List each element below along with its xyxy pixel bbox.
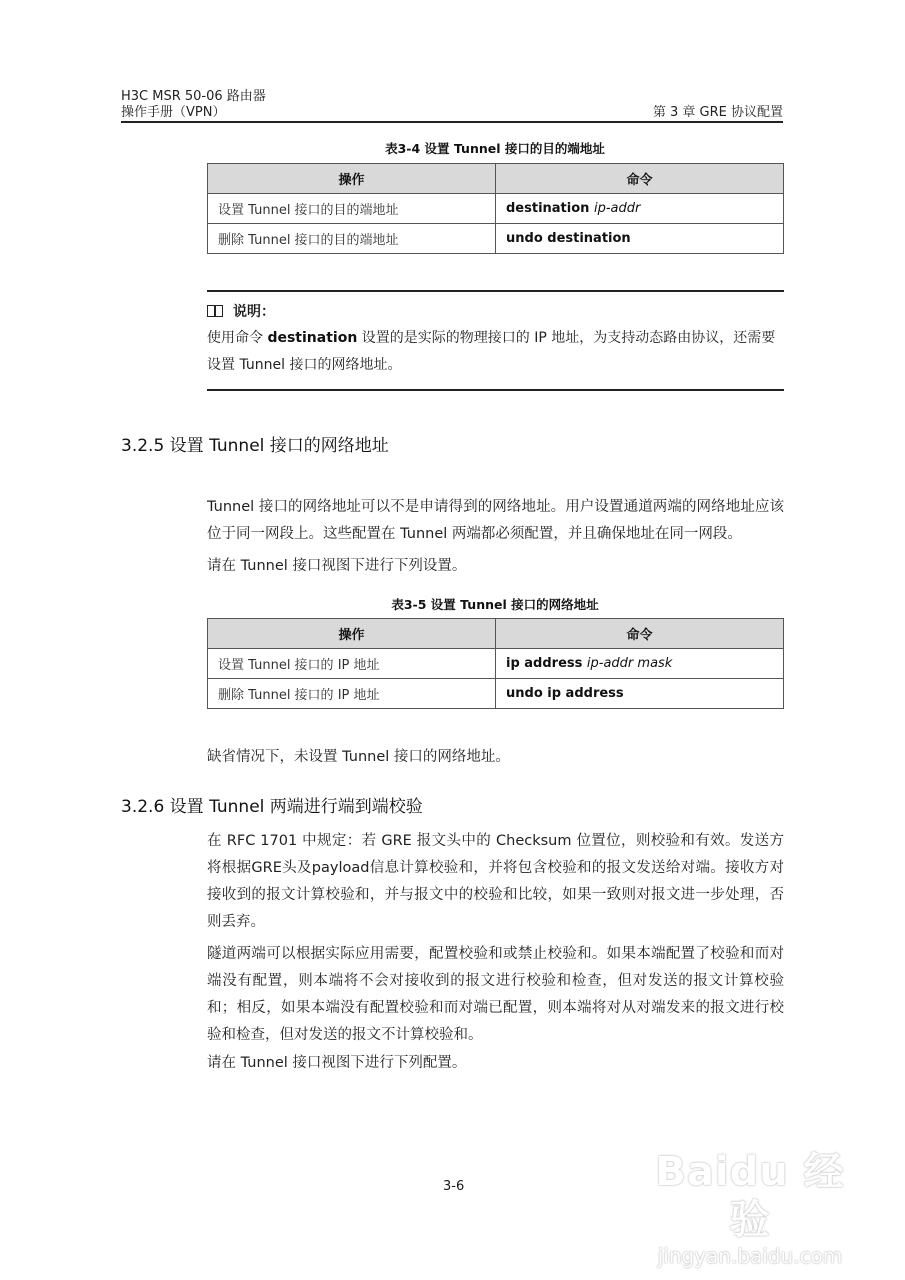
operation-cell: 设置 Tunnel 接口的目的端地址: [208, 194, 496, 224]
table-header-row: [208, 164, 784, 194]
header-rule: [121, 121, 783, 123]
note-body-prefix: 使用命令: [207, 330, 268, 346]
page-number: 3-6: [443, 1179, 465, 1194]
table-3-4-caption: 表3-4 设置 Tunnel 接口的目的端地址: [385, 141, 605, 156]
paragraph: 请在 Tunnel 接口视图下进行下列配置。: [207, 1055, 467, 1071]
note-bottom-rule: [207, 389, 784, 391]
note-title: [207, 301, 784, 321]
table-header-row: [208, 619, 784, 649]
watermark-url: jingyan.baidu.com: [657, 1244, 843, 1268]
operation-cell: 删除 Tunnel 接口的 IP 地址: [208, 679, 496, 709]
table-row: [208, 194, 784, 224]
default-note: 缺省情况下，未设置 Tunnel 接口的网络地址。: [207, 749, 510, 765]
note-body-command: destination: [267, 330, 358, 346]
table-3-5: [207, 618, 784, 709]
command-keyword: destination: [506, 201, 590, 216]
command-keyword: undo ip address: [506, 686, 624, 701]
operation-cell: 设置 Tunnel 接口的 IP 地址: [208, 649, 496, 679]
command-cell: [496, 224, 784, 254]
table-row: [208, 224, 784, 254]
command-cell: [496, 679, 784, 709]
command-cell: [496, 194, 784, 224]
header-chapter: 第 3 章 GRE 协议配置: [652, 105, 783, 120]
header-product: H3C MSR 50-06 路由器: [121, 89, 266, 104]
command-keyword: undo destination: [506, 231, 631, 246]
paragraph: Tunnel 接口的网络地址可以不是申请得到的网络地址。用户设置通道两端的网络地址应该位于同一网段上。这些配置在 Tunnel 两端都必须配置，并且确保地址在同一网段。: [207, 499, 784, 542]
baidu-paw-logo-icon: Baidu 经验: [655, 1149, 845, 1243]
note-body: [207, 325, 784, 379]
note-title-text: 说明：: [233, 304, 275, 320]
column-header-command: 命令: [496, 619, 784, 649]
column-header-command: 命令: [496, 164, 784, 194]
section-heading-3-2-6: 3.2.6 设置 Tunnel 两端进行端到端校验: [121, 797, 423, 817]
command-param: ip-addr mask: [586, 656, 673, 671]
note-box: [207, 290, 784, 391]
paragraph: 在 RFC 1701 中规定：若 GRE 报文头中的 Checksum 位置位，则校验和有效。发送方将根据GRE头及payload信息计算校验和，并将包含校验和的报文发送给对端。接收方对接收到的报文计算校验和，并与报文中的校验和比较，如果一致则对报文进一步处理，否则丢弃。: [207, 833, 784, 930]
column-header-operation: 操作: [208, 619, 496, 649]
header-manual: 操作手册（VPN）: [121, 105, 226, 120]
command-keyword: ip address: [506, 656, 583, 671]
section-heading-3-2-5: 3.2.5 设置 Tunnel 接口的网络地址: [121, 436, 389, 456]
command-cell: [496, 649, 784, 679]
note-body-suffix: 设置的是实际的物理接口的 IP 地址，为支持动态路由协议，还需要设置 Tunnel 接口的网络地址。: [207, 330, 776, 373]
paragraph: 隧道两端可以根据实际应用需要，配置校验和或禁止校验和。如果本端配置了校验和而对端没有配置，则本端将不会对接收到的报文进行校验和检查，但对发送的报文计算校验和；相反，如果本端没有配置校验和而对端已配置，则本端将对从对端发来的报文进行校验和检查，但对发送的报文不计算校验和。: [207, 946, 784, 1043]
note-top-rule: [207, 290, 784, 292]
operation-cell: 删除 Tunnel 接口的目的端地址: [208, 224, 496, 254]
column-header-operation: 操作: [208, 164, 496, 194]
table-3-4: [207, 163, 784, 254]
table-row: [208, 649, 784, 679]
paragraph: 请在 Tunnel 接口视图下进行下列设置。: [207, 558, 467, 574]
command-param: ip-addr: [593, 201, 641, 216]
table-row: [208, 679, 784, 709]
book-icon: [207, 305, 223, 317]
table-3-5-caption: 表3-5 设置 Tunnel 接口的网络地址: [391, 597, 599, 612]
watermark: [650, 1148, 850, 1268]
